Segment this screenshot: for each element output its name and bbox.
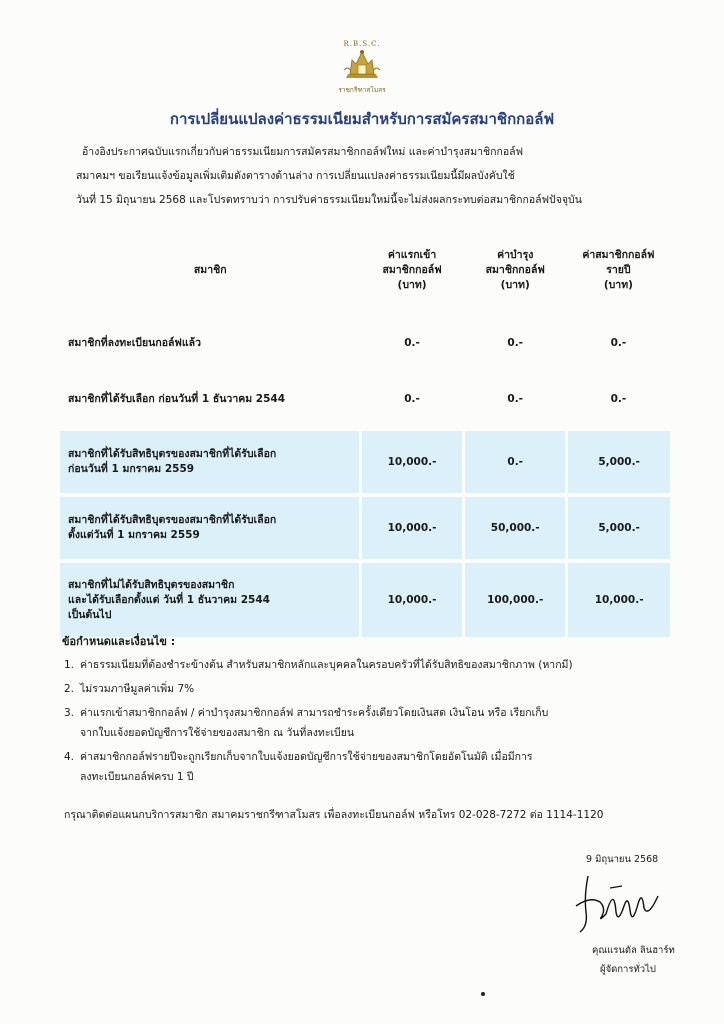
list-item <box>64 655 664 675</box>
member-line: เป็นต้นไป <box>68 608 112 621</box>
header-maintenance-fee <box>464 225 567 315</box>
signature-image <box>570 866 666 938</box>
fee-table <box>60 225 670 637</box>
header-line: สมาชิกกอล์ฟ <box>382 263 442 276</box>
page-title: การเปลี่ยนแปลงค่าธรรมเนียมสำหรับการสมัครสมาชิกกอล์ฟ <box>169 110 555 128</box>
member-line: และได้รับเลือกตั้งแต่ วันที่ 1 ธันวาคม 2544 <box>68 593 270 606</box>
annual-fee-cell: 0.- <box>567 315 670 371</box>
member-line: สมาชิกที่ได้รับสิทธิบุตรของสมาชิกที่ได้รับเลือก <box>68 448 277 460</box>
item-line: ไม่รวมภาษีมูลค่าเพิ่ม 7% <box>80 683 195 695</box>
annual-fee-cell: 5,000.- <box>567 429 670 495</box>
maintenance-fee-cell: 100,000.- <box>464 561 567 637</box>
header-member: สมาชิก <box>193 263 227 276</box>
item-line: ค่าสมาชิกกอล์ฟรายปีจะถูกเรียกเก็บจากใบแจ้งยอดบัญชีการใช้จ่ายของสมาชิกโดยอัตโนมัติ เมื่อมีการ <box>80 751 533 763</box>
item-line: ค่าแรกเข้าสมาชิกกอล์ฟ / ค่าบำรุงสมาชิกกอล์ฟ สามารถชำระครั้งเดียวโดยเงินสด เงินโอน หรือ เรียกเก็บ <box>80 707 549 719</box>
member-type <box>60 429 360 495</box>
maintenance-fee-cell: 0.- <box>464 371 567 429</box>
item-line: ลงทะเบียนกอล์ฟครบ 1 ปี <box>80 771 194 783</box>
signer-name: คุณแรนดัล ลินฮาร์ท <box>592 945 675 956</box>
intro-line: วันที่ 15 มิถุนายน 2568 และโปรดทราบว่า การปรับค่าธรรมเนียมใหม่นี้จะไม่ส่งผลกระทบต่อสมาชิกกอล์ฟปัจจุบัน <box>76 194 582 206</box>
list-item <box>64 679 664 699</box>
maintenance-fee-cell: 0.- <box>464 429 567 495</box>
member-type <box>60 315 360 371</box>
item-text <box>80 655 664 675</box>
item-text <box>80 703 664 743</box>
item-number: 2. <box>64 683 75 695</box>
item-line: จากใบแจ้งยอดบัญชีการใช้จ่ายของสมาชิก ณ วันที่ลงทะเบียน <box>80 727 355 739</box>
entry-fee-cell: 10,000.- <box>360 495 463 561</box>
member-line: สมาชิกที่ลงทะเบียนกอล์ฟแล้ว <box>68 336 201 349</box>
header-line: สมาชิกกอล์ฟ <box>485 263 545 276</box>
header-entry-fee <box>360 225 463 315</box>
item-number: 4. <box>64 751 75 763</box>
maintenance-fee-cell: 0.- <box>464 315 567 371</box>
annual-fee-cell: 10,000.- <box>567 561 670 637</box>
header-line: ค่าบำรุง <box>497 248 534 261</box>
entry-fee-cell: 10,000.- <box>360 561 463 637</box>
entry-fee-cell: 0.- <box>360 315 463 371</box>
member-line: สมาชิกที่ไม่ได้รับสิทธิบุตรของสมาชิก <box>68 578 235 591</box>
page-mark <box>481 992 485 996</box>
item-number: 3. <box>64 707 75 719</box>
intro-paragraph <box>76 140 666 212</box>
table-row <box>60 561 670 637</box>
member-line: ตั้งแต่วันที่ 1 มกราคม 2559 <box>68 529 200 541</box>
member-type <box>60 495 360 561</box>
header-line: ค่าแรกเข้า <box>387 248 437 261</box>
table-row <box>60 315 670 371</box>
fee-table-header <box>60 225 670 315</box>
table-row <box>60 429 670 495</box>
member-type <box>60 371 360 429</box>
header-line: (บาท) <box>397 278 427 291</box>
item-text <box>80 747 664 787</box>
header-line: ค่าสมาชิกกอล์ฟ <box>582 248 655 261</box>
crest-icon <box>342 48 382 80</box>
item-text <box>80 679 664 699</box>
header-line: รายปี <box>606 263 631 276</box>
logo-caption: ราชกรีฑาสโมสร <box>338 86 386 94</box>
member-line: สมาชิกที่ได้รับสิทธิบุตรของสมาชิกที่ได้รับเลือก <box>68 514 277 526</box>
table-row <box>60 371 670 429</box>
contact-line: กรุณาติดต่อแผนกบริการสมาชิก สมาคมราชกรีฑาสโมสร เพื่อลงทะเบียนกอล์ฟ หรือโทร 02-028-7272 ต่อ 1114-1120 <box>64 809 604 821</box>
logo-letters: R.B.S.C. <box>343 40 381 48</box>
annual-fee-cell: 5,000.- <box>567 495 670 561</box>
annual-fee-cell: 0.- <box>567 371 670 429</box>
item-number: 1. <box>64 659 75 671</box>
header-annual-fee <box>567 225 670 315</box>
conditions-heading: ข้อกำหนดและเงื่อนไข : <box>62 635 176 648</box>
maintenance-fee-cell: 50,000.- <box>464 495 567 561</box>
list-item <box>64 747 664 787</box>
entry-fee-cell: 0.- <box>360 371 463 429</box>
member-line: สมาชิกที่ได้รับเลือก ก่อนวันที่ 1 ธันวาคม 2544 <box>68 392 286 405</box>
entry-fee-cell: 10,000.- <box>360 429 463 495</box>
header-line: (บาท) <box>603 278 633 291</box>
intro-line: อ้างอิงประกาศฉบับแรกเกี่ยวกับค่าธรรมเนียมการสมัครสมาชิกกอล์ฟใหม่ และค่าบำรุงสมาชิกกอล์ฟ <box>82 146 524 158</box>
member-type <box>60 561 360 637</box>
conditions-list <box>64 655 664 791</box>
header-line: (บาท) <box>500 278 530 291</box>
signer-title: ผู้จัดการทั่วไป <box>600 964 656 975</box>
table-row <box>60 495 670 561</box>
club-logo <box>334 40 390 98</box>
intro-line: สมาคมฯ ขอเรียนแจ้งข้อมูลเพิ่มเติมดังตารางด้านล่าง การเปลี่ยนแปลงค่าธรรมเนียมนี้มีผลบังคับใช้ <box>76 170 515 182</box>
document-date: 9 มิถุนายน 2568 <box>586 854 659 865</box>
member-line: ก่อนวันที่ 1 มกราคม 2559 <box>68 463 195 475</box>
item-line: ค่าธรรมเนียมที่ต้องชำระข้างต้น สำหรับสมาชิกหลักและบุคคลในครอบครัวที่ได้รับสิทธิของสมาชิกภาพ (หากมี) <box>80 659 573 671</box>
list-item <box>64 703 664 743</box>
